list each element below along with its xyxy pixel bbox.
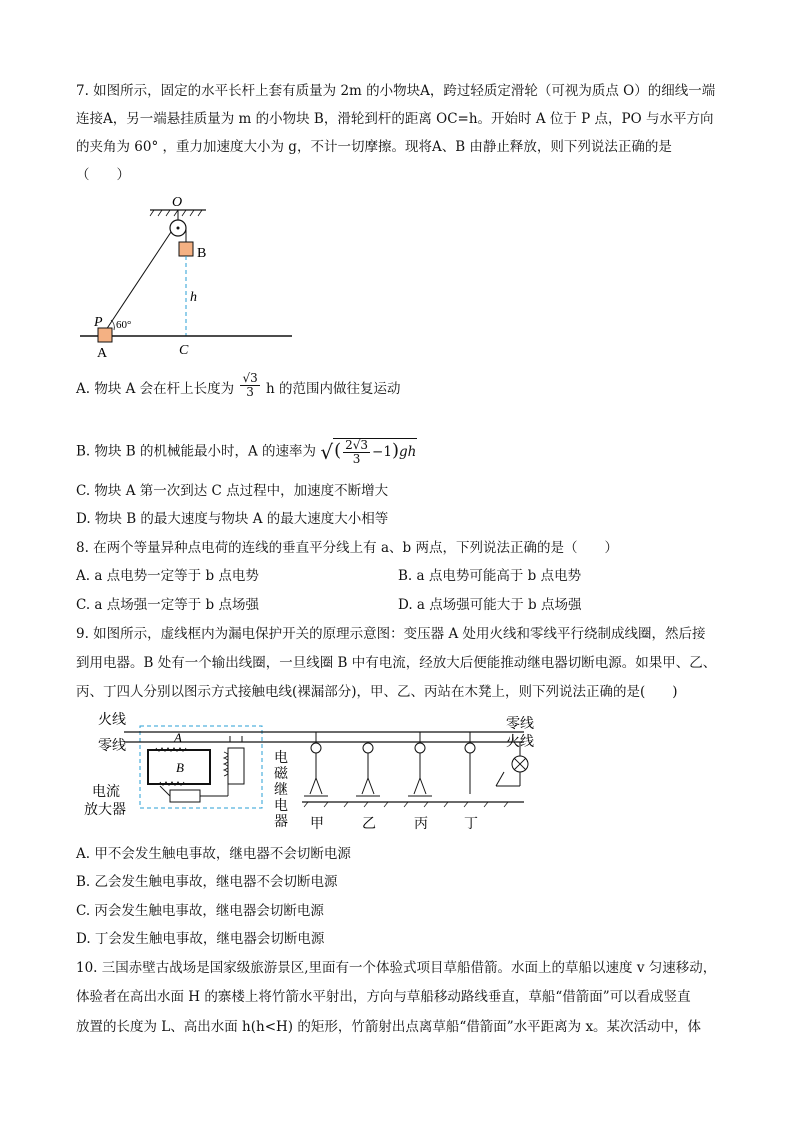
label-relay-4: 电: [274, 798, 288, 814]
label-c: C: [179, 343, 189, 358]
label-bing: 丙: [414, 816, 428, 832]
label-a: A: [174, 730, 182, 745]
label-b: B: [176, 760, 184, 775]
switch-icon: [496, 772, 504, 786]
q7-answer-bracket: （ ）: [76, 167, 130, 183]
label-relay-2: 磁: [274, 766, 288, 782]
q9-option-d[interactable]: D. 丁会发生触电事故，继电器会切断电源: [76, 931, 325, 947]
label-jia: 甲: [310, 816, 324, 832]
label-lingxian-left: 零线: [98, 738, 126, 754]
q8-option-c[interactable]: C. a 点场强一定等于 b 点场强: [76, 597, 259, 613]
block-b: [179, 242, 193, 256]
label-h: h: [190, 290, 197, 305]
label-p: P: [94, 315, 103, 330]
label-relay-5: 器: [274, 814, 288, 830]
label-b: B: [197, 246, 207, 261]
label-huoxian-left: 火线: [98, 712, 126, 728]
sqrt-expression: ( $\frac{2√3}{3}$ −1)gh: [334, 438, 417, 466]
label-ding: 丁: [464, 816, 478, 832]
q7-stem-line-3: 的夹角为 60° ，重力加速度大小为 g，不计一切摩擦。现将A、B 由静止释放，则下列说法正确的是: [76, 139, 672, 155]
q7-option-d[interactable]: D. 物块 B 的最大速度与物块 A 的最大速度大小相等: [76, 511, 389, 527]
q9-stem-line-1: 9. 如图所示，虚线框内为漏电保护开关的原理示意图：变压器 A 处用火线和零线平行绕制成线圈，然后接: [76, 626, 706, 642]
fraction-sqrt3-over-3: $\frac{√3}{3}$: [242, 371, 258, 399]
q7-figure: [76, 192, 298, 362]
label-a: A: [97, 346, 108, 361]
label-lingxian-right: 零线: [506, 716, 534, 732]
label-huoxian-right: 火线: [506, 734, 534, 750]
label-angle: 60°: [116, 319, 132, 331]
label-o: O: [172, 195, 183, 210]
person-ding: [465, 732, 475, 794]
label-relay-3: 继: [274, 782, 288, 798]
current-amplifier: [170, 790, 200, 802]
q10-stem-line-2: 体验者在高出水面 H 的寨楼上将竹箭水平射出，方向与草船移动路线垂直，草船“借箭面”可以看成竖直: [76, 989, 691, 1005]
label-relay-1: 电: [274, 750, 288, 766]
q8-option-b[interactable]: B. a 点电势可能高于 b 点电势: [398, 568, 582, 584]
q7-option-b[interactable]: B. 物块 B 的机械能最小时，A 的速率为 √( $\frac{2√3}{3}$ −1)gh: [76, 438, 417, 466]
label-amp-2: 放大器: [84, 802, 126, 818]
q7-option-c[interactable]: C. 物块 A 第一次到达 C 点过程中，加速度不断增大: [76, 483, 389, 499]
q10-stem-line-1: 10. 三国赤壁古战场是国家级旅游景区,里面有一个体验式项目草船借箭。水面上的草船以速度 v 匀速移动，: [76, 960, 717, 976]
q8-option-d[interactable]: D. a 点场强可能大于 b 点场强: [398, 597, 582, 613]
q9-option-b[interactable]: B. 乙会发生触电事故，继电器不会切断电源: [76, 874, 338, 890]
q7-stem-line-1: 7. 如图所示，固定的水平长杆上套有质量为 2m 的小物块A，跨过轻质定滑轮（可视为质点 O）的细线一端: [76, 83, 716, 99]
label-yi: 乙: [362, 816, 376, 832]
q10-stem-line-3: 放置的长度为 L、高出水面 h(h<H) 的矩形，竹箭射出点离草船“借箭面”水平距离为 x。某次活动中，体: [76, 1019, 702, 1035]
q9-stem-line-2: 到用电器。B 处有一个输出线圈，一旦线圈 B 中有电流，经放大后便能推动继电器切断电源。如果甲、乙、: [76, 655, 717, 671]
q7-option-a[interactable]: A. 物块 A 会在杆上长度为 $\frac{√3}{3}$ h 的范围内做往复运动: [76, 371, 401, 399]
q9-stem-line-3: 丙、丁四人分别以图示方式接触电线(裸漏部分)，甲、乙、丙站在木凳上，则下列说法正确的是( ): [76, 684, 678, 700]
q9-option-c[interactable]: C. 丙会发生触电事故，继电器会切断电源: [76, 903, 324, 919]
q9-option-a[interactable]: A. 甲不会发生触电事故，继电器不会切断电源: [76, 846, 351, 862]
q8-option-a[interactable]: A. a 点电势一定等于 b 点电势: [76, 568, 259, 584]
q8-stem: 8. 在两个等量异种点电荷的连线的垂直平分线上有 a、b 两点，下列说法正确的是（ ）: [76, 540, 618, 556]
q9-circuit-figure: [84, 708, 544, 834]
person-yi: [356, 742, 380, 796]
q7-stem-line-2: 连接A，另一端悬挂质量为 m 的小物块 B，滑轮到杆的距离 OC=h。开始时 A 位于 P 点，PO 与水平方向: [76, 111, 714, 127]
block-a: [98, 328, 112, 342]
label-amp-1: 电流: [92, 784, 120, 800]
